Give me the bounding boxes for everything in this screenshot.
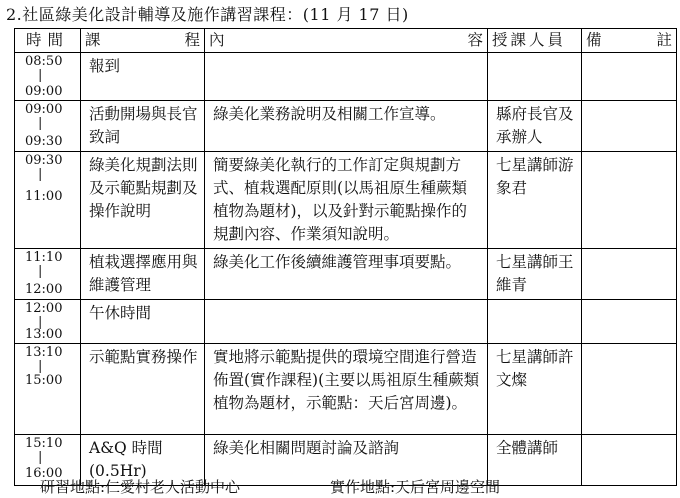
document-title: 2.社區綠美化設計輔導及施作講習課程：(11 月 17 日)	[6, 5, 409, 24]
end-time: 15:00	[25, 373, 63, 388]
course-cell	[81, 53, 205, 101]
table-row	[15, 53, 677, 101]
time-cell	[15, 101, 81, 152]
course-cell	[81, 152, 205, 249]
table-row	[15, 249, 677, 300]
note-text	[582, 435, 676, 439]
note-cell	[582, 53, 677, 101]
course-text: 活動開場與長官致詞	[89, 105, 198, 146]
end-time: 16:00	[25, 466, 63, 481]
time-range-bar: |	[38, 264, 43, 279]
instructor-text: 全體講師	[496, 439, 559, 457]
start-time: 12:00	[25, 301, 63, 316]
table-row	[15, 152, 677, 249]
content-text: 綠美化工作後續維護管理事項要點。	[213, 253, 462, 271]
note-cell	[582, 300, 677, 344]
table-row	[15, 344, 677, 435]
content-text: 實地將示範點提供的環境空間進行營造佈置(實作課程)(主要以馬祖原生種蕨類植物為題材，示範點：天后宮周邊)。	[213, 348, 480, 412]
content-text: 綠美化業務說明及相關工作宣導。	[213, 105, 446, 123]
time-cell	[15, 53, 81, 101]
header-content	[205, 29, 488, 53]
note-text	[582, 152, 676, 156]
header-note	[582, 29, 677, 53]
note-cell	[582, 249, 677, 300]
header-course-right: 程	[184, 31, 200, 49]
content-text: 簡要綠美化執行的工作訂定與規劃方式、植栽選配原則(以馬祖原生種蕨類植物為題材)，以及針對示範點操作的規劃內容、作業須知說明。	[213, 156, 468, 243]
instructor-text: 七星講師王維青	[496, 253, 574, 294]
note-text	[582, 101, 676, 105]
note-text	[582, 344, 676, 348]
training-location: 研習地點:仁愛村老人活動中心	[40, 478, 241, 496]
content-text: 綠美化相關問題討論及諮詢	[213, 439, 400, 457]
course-text: 報到	[89, 57, 121, 75]
instructor-text	[488, 53, 581, 57]
instructor-text: 七星講師許文燦	[496, 348, 574, 389]
instructor-cell	[488, 300, 582, 344]
time-range-bar: |	[38, 167, 43, 182]
instructor-text	[488, 300, 581, 304]
course-cell	[81, 344, 205, 435]
content-cell	[205, 344, 488, 435]
time-range-bar: |	[38, 315, 43, 330]
note-cell	[582, 344, 677, 435]
note-cell	[582, 435, 677, 486]
content-cell	[205, 249, 488, 300]
time-range-bar: |	[38, 359, 43, 374]
content-text	[205, 53, 487, 57]
note-text	[582, 53, 676, 57]
start-time: 11:10	[25, 250, 63, 265]
content-cell	[205, 53, 488, 101]
content-cell	[205, 300, 488, 344]
instructor-cell	[488, 53, 582, 101]
instructor-cell	[488, 249, 582, 300]
course-text: 綠美化規劃法則及示範點規劃及操作說明	[89, 156, 198, 220]
course-text: 示範點實務操作	[89, 348, 198, 366]
header-course	[81, 29, 205, 53]
table-header-row	[15, 29, 677, 53]
course-text: A&Q 時間(0.5Hr)	[89, 439, 163, 480]
time-cell	[15, 152, 81, 249]
start-time: 13:10	[25, 345, 63, 360]
course-text: 午休時間	[89, 304, 152, 322]
instructor-text: 縣府長官及承辦人	[496, 105, 574, 146]
instructor-cell	[488, 344, 582, 435]
table-row	[15, 101, 677, 152]
course-cell	[81, 101, 205, 152]
header-time: 時間	[15, 29, 81, 53]
time-cell	[15, 344, 81, 435]
end-time: 13:00	[25, 327, 63, 342]
time-cell	[15, 300, 81, 344]
header-note-right: 註	[656, 31, 672, 49]
header-course-left: 課	[85, 31, 101, 49]
time-range-bar: |	[38, 68, 43, 83]
course-text: 植栽選擇應用與維護管理	[89, 253, 198, 294]
end-time: 12:00	[25, 282, 63, 297]
note-text	[582, 300, 676, 304]
time-range-bar: |	[38, 116, 43, 131]
content-text	[205, 300, 487, 304]
table-row	[15, 300, 677, 344]
time-cell	[15, 249, 81, 300]
start-time: 09:30	[25, 153, 63, 168]
course-cell	[81, 300, 205, 344]
end-time: 09:30	[25, 134, 63, 149]
practice-location: 實作地點:天后宮周邊空間	[330, 478, 501, 496]
instructor-text: 七星講師游象君	[496, 156, 574, 197]
start-time: 15:10	[25, 436, 63, 451]
instructor-cell	[488, 152, 582, 249]
schedule-table	[14, 28, 677, 486]
note-cell	[582, 152, 677, 249]
note-text	[582, 249, 676, 253]
header-instructor: 授課人員	[488, 29, 582, 53]
header-content-right: 容	[467, 31, 483, 49]
end-time: 11:00	[25, 189, 63, 204]
header-note-left: 備	[586, 31, 602, 49]
instructor-cell	[488, 435, 582, 486]
content-cell	[205, 152, 488, 249]
start-time: 09:00	[25, 102, 63, 117]
start-time: 08:50	[25, 54, 63, 69]
instructor-cell	[488, 101, 582, 152]
course-cell	[81, 249, 205, 300]
time-range-bar: |	[38, 450, 43, 465]
end-time: 09:00	[25, 84, 63, 99]
note-cell	[582, 101, 677, 152]
header-content-left: 內	[209, 31, 225, 49]
content-cell	[205, 101, 488, 152]
